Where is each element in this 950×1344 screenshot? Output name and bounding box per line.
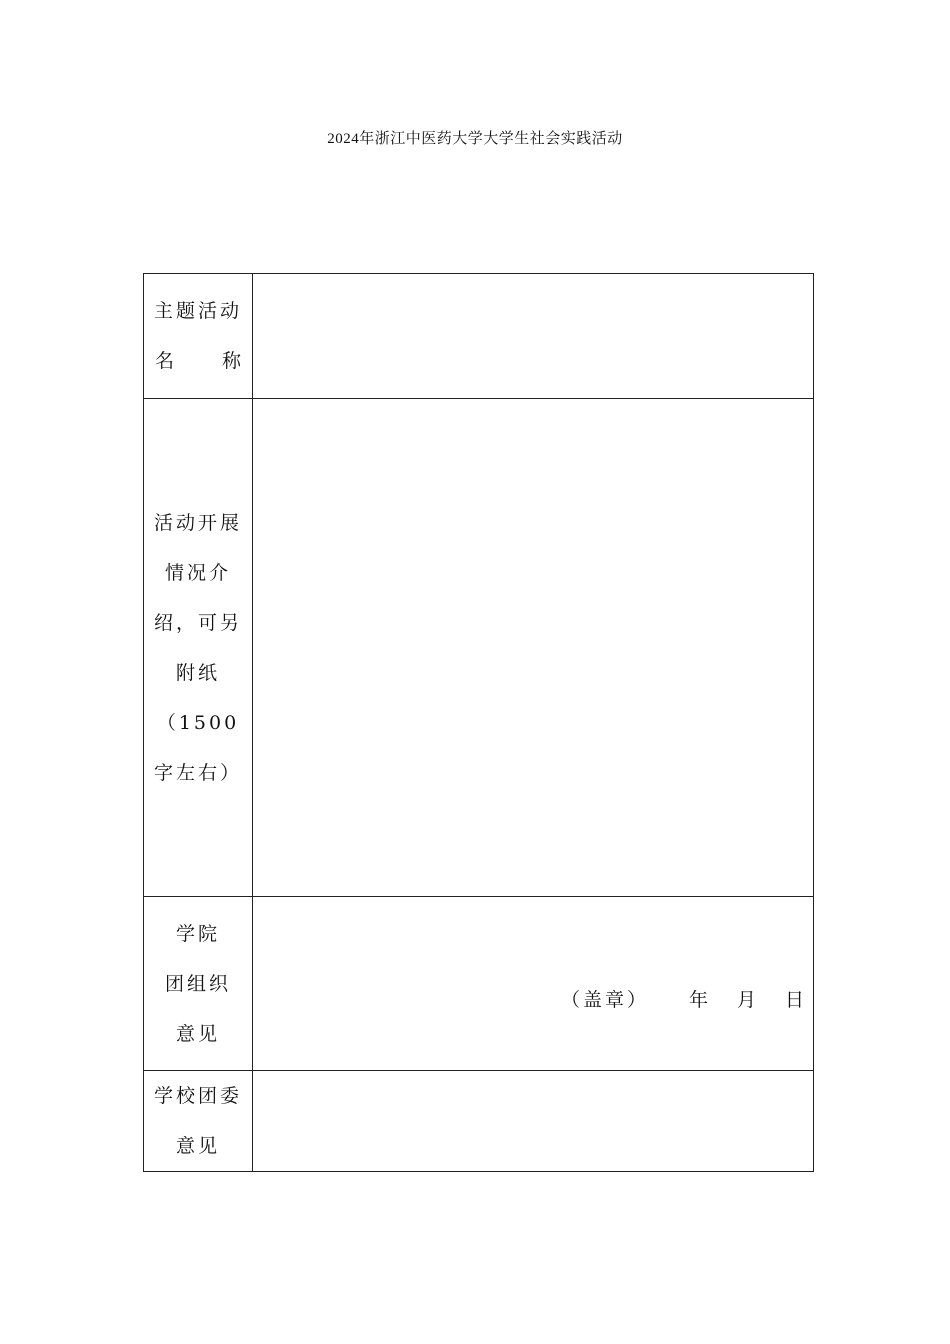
school-opinion-label-line: 学校团委 (153, 1085, 242, 1107)
activity-intro-label-line: 绍，可另 (153, 611, 242, 634)
school-opinion-label (144, 1071, 253, 1172)
school-opinion-label-line: 意见 (175, 1135, 220, 1157)
college-opinion-row (144, 897, 814, 1071)
activity-intro-field[interactable] (253, 399, 814, 897)
activity-intro-label (144, 399, 253, 897)
activity-intro-label-line: 附纸 (175, 661, 220, 684)
theme-name-row (144, 274, 814, 399)
college-opinion-label-line: 学院 (175, 922, 220, 945)
year-label: 年 (689, 989, 712, 1011)
form-table (143, 273, 814, 1172)
theme-name-label-char-2: 称 (221, 350, 241, 372)
month-label: 月 (737, 989, 760, 1011)
theme-name-label (144, 274, 253, 399)
day-label: 日 (785, 989, 808, 1011)
school-opinion-field[interactable] (253, 1071, 814, 1172)
activity-intro-row (144, 399, 814, 897)
activity-intro-label-line: （1500 (156, 711, 240, 734)
activity-intro-label-line: 字左右） (153, 761, 242, 784)
college-opinion-field[interactable] (253, 897, 814, 1071)
theme-name-field[interactable] (253, 274, 814, 399)
theme-name-label-char-1: 名 (155, 350, 175, 372)
theme-name-label-line-1: 主题活动 (153, 300, 242, 322)
activity-intro-label-line: 活动开展 (153, 511, 242, 534)
theme-name-label-line-2 (144, 336, 252, 386)
seal-date-line (561, 985, 807, 1012)
school-opinion-row (144, 1071, 814, 1172)
activity-intro-label-line: 情况介 (164, 561, 231, 584)
college-opinion-label-line: 团组织 (164, 972, 231, 995)
page-title: 2024年浙江中医药大学大学生社会实践活动 (327, 131, 623, 147)
college-opinion-label-line: 意见 (175, 1022, 220, 1045)
seal-label: （盖章） (561, 989, 650, 1011)
college-opinion-label (144, 897, 253, 1071)
